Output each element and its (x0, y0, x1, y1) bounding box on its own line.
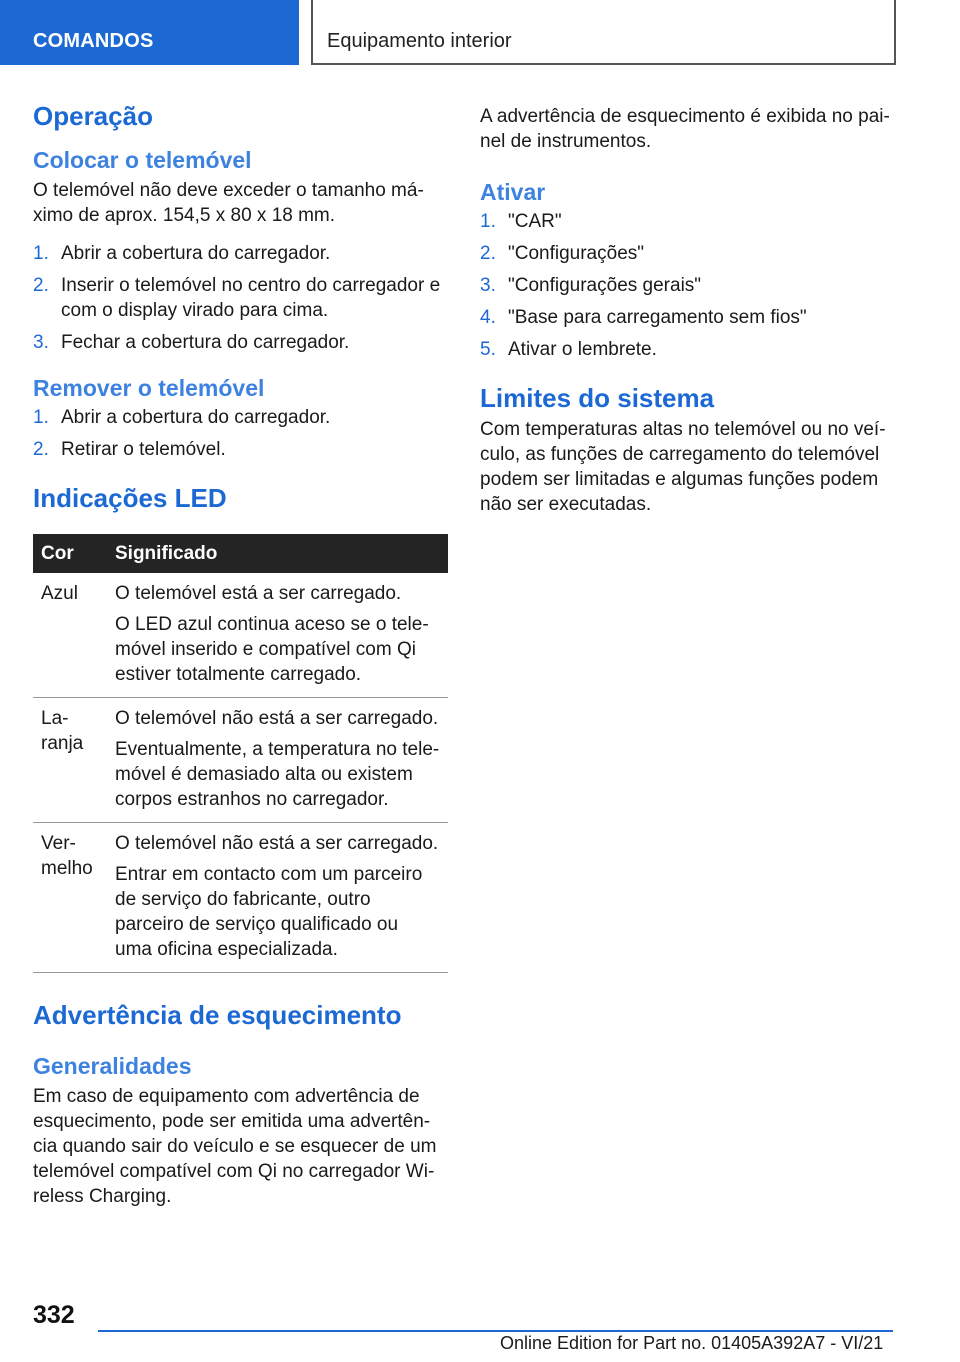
meaning-line: Eventualmente, a temperatura no telemóvel é demasiado alta ou existem corpos estranhos no carregador. (115, 739, 440, 810)
step-number: 1. (480, 211, 496, 232)
list-item (33, 273, 448, 323)
meaning-line: O telemóvel não está a ser carregado. (115, 708, 439, 729)
table-cell-meaning (107, 698, 448, 823)
list-item (480, 337, 890, 362)
step-number: 1. (33, 243, 49, 264)
table-row (33, 573, 448, 698)
step-text: "Configurações" (508, 243, 645, 264)
step-number: 2. (33, 439, 49, 460)
table-header-cor: Cor (33, 534, 107, 573)
list-item (480, 305, 890, 330)
heading-colocar: Colocar o telemóvel (33, 147, 252, 173)
steps-colocar (33, 241, 448, 355)
step-number: 2. (33, 275, 49, 296)
table-row (33, 823, 448, 973)
meaning-line: O telemóvel está a ser carregado. (115, 583, 402, 604)
step-number: 3. (33, 332, 49, 353)
step-text: Inserir o telemóvel no centro do carregador e com o display virado para cima. (61, 275, 441, 321)
list-item (33, 437, 448, 462)
table-header-significado: Significado (107, 534, 448, 573)
table-cell-color: Vermelho (33, 823, 107, 973)
right-column (480, 104, 890, 517)
heading-ativar: Ativar (480, 179, 546, 205)
page-number: 332 (33, 1301, 75, 1329)
list-item (480, 209, 890, 234)
steps-ativar (480, 209, 890, 362)
step-number: 4. (480, 307, 496, 328)
footer-edition: Online Edition for Part no. 01405A392A7 - VI/21 (500, 1333, 884, 1353)
section-tab: COMANDOS (0, 0, 299, 65)
led-table (33, 534, 448, 973)
table-cell-color: Azul (33, 573, 107, 698)
step-text: Fechar a cobertura do carregador. (61, 332, 350, 353)
step-text: Ativar o lembrete. (508, 339, 657, 360)
step-number: 5. (480, 339, 496, 360)
heading-generalidades: Generalidades (33, 1053, 192, 1079)
table-cell-color: Laranja (33, 698, 107, 823)
list-item (480, 241, 890, 266)
meaning-line: O telemóvel não está a ser carregado. (115, 833, 439, 854)
list-item (480, 273, 890, 298)
step-number: 3. (480, 275, 496, 296)
steps-remover (33, 405, 448, 462)
text-colocar: O telemóvel não deve exceder o tamanho máximo de aprox. 154,5 x 80 x 18 mm. (33, 180, 424, 226)
heading-advertencia: Advertência de esquecimento (33, 1000, 402, 1030)
step-text: Abrir a cobertura do carregador. (61, 243, 331, 264)
text-limites: Com temperaturas altas no telemóvel ou no veículo, as funções de carregamento do telemóvel podem ser limitadas e algumas funções podem não ser executadas. (480, 419, 886, 515)
chapter-title: Equipamento interior (311, 0, 896, 65)
heading-led: Indicações LED (33, 483, 227, 513)
table-row (33, 698, 448, 823)
table-cell-meaning (107, 573, 448, 698)
step-text: "CAR" (508, 211, 562, 232)
text-intro: A advertência de esquecimento é exibida no painel de instrumentos. (480, 106, 890, 152)
meaning-line: O LED azul continua aceso se o telemóvel inserido e compatível com Qi estiver totalmente carregado. (115, 614, 429, 685)
text-generalidades: Em caso de equipamento com advertência de esquecimento, pode ser emitida uma advertência quando sair do veículo e se esquecer de um telemóvel compatível com Qi no carregador Wireless Charging. (33, 1086, 437, 1207)
step-text: "Base para carregamento sem fios" (508, 307, 807, 328)
heading-limites: Limites do sistema (480, 383, 715, 413)
heading-operacao: Operação (33, 101, 153, 131)
meaning-line: Entrar em contacto com um parceiro de serviço do fabricante, outro parceiro de serviço qualificado ou uma oficina especializada. (115, 864, 423, 960)
step-text: Abrir a cobertura do carregador. (61, 407, 331, 428)
list-item (33, 241, 448, 266)
step-number: 2. (480, 243, 496, 264)
step-text: Retirar o telemóvel. (61, 439, 226, 460)
left-column (33, 100, 448, 1209)
table-cell-meaning (107, 823, 448, 973)
footer-divider (98, 1330, 893, 1332)
list-item (33, 330, 448, 355)
list-item (33, 405, 448, 430)
heading-remover: Remover o telemóvel (33, 375, 265, 401)
step-number: 1. (33, 407, 49, 428)
step-text: "Configurações gerais" (508, 275, 702, 296)
